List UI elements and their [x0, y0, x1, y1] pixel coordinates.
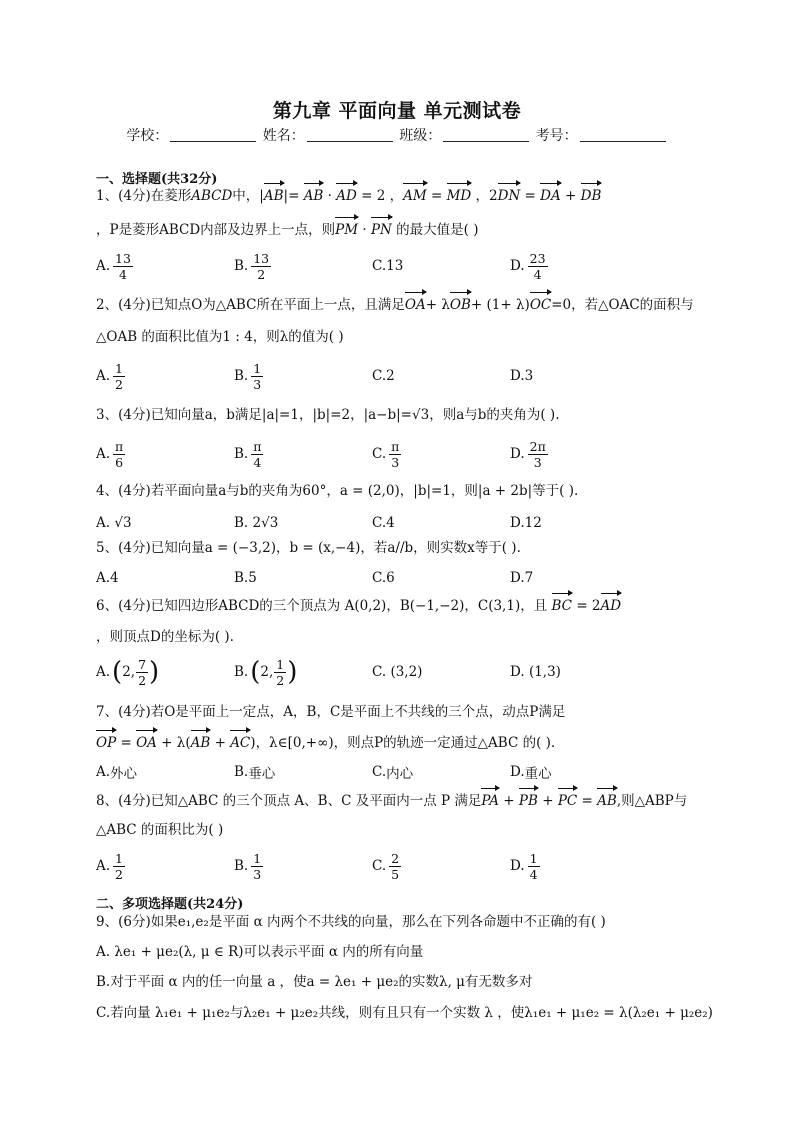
option-b[interactable]: B. $\frac{13}{2}$ [234, 250, 270, 282]
option-c[interactable]: C. 6 [372, 570, 395, 586]
question-8-options [96, 846, 696, 886]
question-3-options [96, 434, 696, 474]
option-d[interactable]: D. 12 [510, 515, 542, 531]
school-label: 学校： [126, 128, 169, 144]
option-b[interactable]: B. $\frac{1}{3}$ [234, 850, 262, 882]
school-blank[interactable] [170, 127, 256, 142]
question-5-text: 5、(4分)已知向量a = (−3,2)，b = (x,−4)，若a//b，则实数x等于( ). [96, 540, 521, 556]
page-title: 第九章 平面向量 单元测试卷 [272, 100, 522, 122]
question-9-text: 9、(6分)如果e₁,e₂是平面 α 内两个不共线的向量，那么在下列各命题中不正确的有( ) [96, 914, 606, 930]
name-blank[interactable] [307, 127, 393, 142]
question-3-text: 3、(4分)已知向量a，b满足|a|=1，|b|=2，|a−b|=√3，则a与b的夹角为( ). [96, 407, 560, 423]
option-a[interactable]: A. $\frac{1}{2}$ [96, 360, 123, 392]
option-d[interactable]: D. 7 [510, 570, 534, 586]
question-9-option-b[interactable]: B.对于平面 α 内的任一向量 a ，使a = λe₁ + μe₂的实数λ, μ有无数多对 [96, 974, 533, 990]
option-b[interactable]: B. ( 2, $\frac{1}{2}$ ) [234, 656, 298, 688]
option-b[interactable]: B. 5 [234, 570, 257, 586]
section-heading-single-choice: 一、选择题(共32分) [96, 172, 218, 187]
option-a[interactable]: A. $\frac{\pi}{6}$ [96, 438, 124, 470]
option-b[interactable]: B. $\frac{1}{3}$ [234, 360, 262, 392]
question-1-line-2: ，P是菱形ABCD内部及边界上一点，则PM · PN 的最大值是( ) [96, 222, 479, 238]
option-d[interactable]: D. (1,3) [510, 664, 561, 680]
option-c[interactable]: C. 内心 [372, 764, 414, 782]
option-a[interactable]: A. 4 [96, 570, 119, 586]
question-6-line-1: 6、(4分)已知四边形ABCD的三个顶点为 A(0,2)，B(−1,−2)，C(3,1)，且 BC = 2AD [96, 598, 622, 614]
option-c[interactable]: C. (3,2) [372, 664, 423, 680]
class-blank[interactable] [443, 127, 529, 142]
option-c[interactable]: C. $\frac{2}{5}$ [372, 850, 400, 882]
option-a[interactable]: A. ( 2, $\frac{7}{2}$ ) [96, 656, 160, 688]
option-d[interactable]: D. 3 [510, 368, 534, 384]
question-1-line-1: 1、(4分)在菱形ABCD中，|AB|= AB · AD = 2 ，AM = MD ，2DN = DA + DB [96, 188, 602, 204]
option-a[interactable]: A. 外心 [96, 764, 138, 782]
question-9-option-a[interactable]: A. λe₁ + μe₂(λ, μ ∈ R)可以表示平面 α 内的所有向量 [96, 944, 424, 960]
question-8-line-2: △ABC 的面积比为( ) [96, 822, 224, 838]
option-b[interactable]: B. $\frac{\pi}{4}$ [234, 438, 262, 470]
option-b[interactable]: B. 2√3 [234, 515, 279, 531]
question-7-line-1: 7、(4分)若O是平面上一定点，A，B，C是平面上不共线的三个点，动点P满足 [96, 704, 566, 720]
question-2-options [96, 356, 696, 396]
class-label: 班级： [399, 128, 442, 144]
question-4-text: 4、(4分)若平面向量a与b的夹角为60°，a = (2,0)，|b|=1，则|a + 2b|等于( ). [96, 483, 579, 499]
examno-blank[interactable] [580, 127, 666, 142]
option-d[interactable]: D. $\frac{2\pi}{3}$ [510, 438, 546, 470]
option-a[interactable]: A. $\frac{1}{2}$ [96, 850, 123, 882]
question-6-line-2: ，则顶点D的坐标为( ). [96, 629, 234, 645]
question-6-options [96, 652, 696, 692]
option-c[interactable]: C. $\frac{\pi}{3}$ [372, 438, 400, 470]
question-8-line-1: 8、(4分)已知△ABC 的三个顶点 A、B、C 及平面内一点 P 满足PA + PB + PC = AB,则△ABP与 [96, 793, 688, 809]
question-7-line-2: OP = OA + λ(AB + AC)，λ∈[0,+∞)，则点P的轨迹一定通过△ABC 的( ). [96, 735, 556, 751]
question-9-option-c[interactable]: C.若向量 λ₁e₁ + μ₁e₂与λ₂e₁ + μ₂e₂共线，则有且只有一个实数 λ ，使λ₁e₁ + μ₁e₂ = λ(λ₂e₁ + μ₂e₂) [96, 1005, 713, 1021]
question-2-line-1: 2、(4分)已知点O为△ABC所在平面上一点，且满足OA+ λOB+ (1+ λ)OC=0，若△OAC的面积与 [96, 297, 694, 313]
question-7-options [96, 752, 696, 792]
section-heading-multiple-choice: 二、多项选择题(共24分) [96, 897, 244, 912]
question-1-options [96, 246, 696, 286]
option-c[interactable]: C. 2 [372, 368, 395, 384]
option-c[interactable]: C. 13 [372, 258, 404, 274]
examno-label: 考号： [535, 128, 578, 144]
option-a[interactable]: A. √3 [96, 515, 132, 531]
option-d[interactable]: D. 重心 [510, 764, 552, 782]
question-4-options [96, 503, 696, 543]
question-5-options [96, 558, 696, 598]
option-d[interactable]: D. $\frac{1}{4}$ [510, 850, 538, 882]
question-2-line-2: △OAB 的面积比值为1 : 4，则λ的值为( ) [96, 329, 344, 345]
option-d[interactable]: D. $\frac{23}{4}$ [510, 250, 546, 282]
name-label: 姓名： [262, 128, 305, 144]
student-info-row [0, 125, 794, 145]
option-a[interactable]: A. $\frac{13}{4}$ [96, 250, 131, 282]
option-c[interactable]: C. 4 [372, 515, 395, 531]
option-b[interactable]: B. 垂心 [234, 764, 276, 782]
